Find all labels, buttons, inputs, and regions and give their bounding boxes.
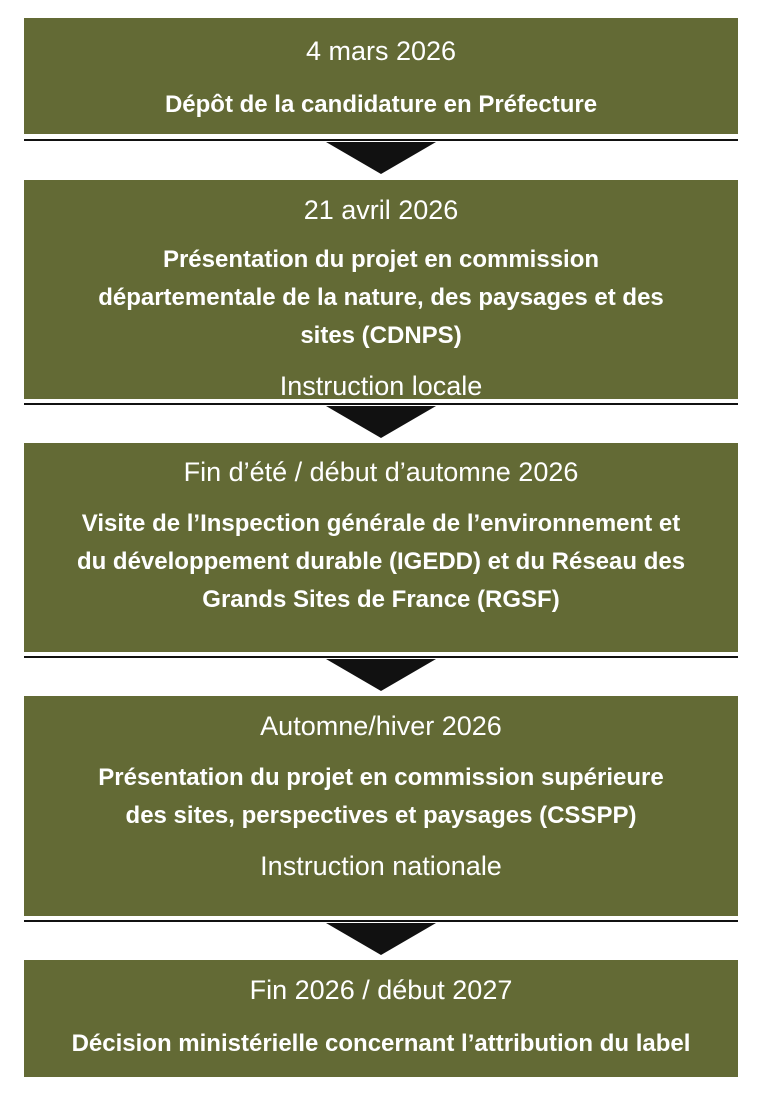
divider-3 [24,656,738,658]
divider-2 [24,403,738,405]
step-5-date: Fin 2026 / début 2027 [249,975,513,1005]
step-2-date: 21 avril 2026 [303,195,459,225]
step-3-title: Visite de l’Inspection générale de l’environnement et du développement durable (IGEDD) et du Réseau des Grands Sites de France (RGSF) [76,510,686,613]
step-3-box [24,443,738,652]
step-4-sub: Instruction nationale [260,851,502,881]
step-4-date: Automne/hiver 2026 [260,711,502,741]
step-3-date: Fin d’été / début d’automne 2026 [183,457,579,487]
step-4-title: Présentation du projet en commission supérieure des sites, perspectives et paysages (CSSPP) [98,764,664,829]
step-2-box [24,180,738,399]
arrow-down-icon-4 [326,923,436,955]
step-1-date: 4 mars 2026 [305,36,457,66]
step-5-box [24,960,738,1077]
step-1-box [24,18,738,134]
step-1-title: Dépôt de la candidature en Préfecture [164,91,598,118]
step-5-title: Décision ministérielle concernant l’attribution du label [71,1030,691,1057]
step-2-title: Présentation du projet en commission départementale de la nature, des paysages et des sites (CDNPS) [98,246,664,349]
divider-4 [24,920,738,922]
step-4-box [24,696,738,916]
arrow-down-icon-1 [326,142,436,174]
arrow-down-icon-2 [326,406,436,438]
arrow-down-icon-3 [326,659,436,691]
divider-1 [24,139,738,141]
step-2-sub: Instruction locale [279,371,483,401]
